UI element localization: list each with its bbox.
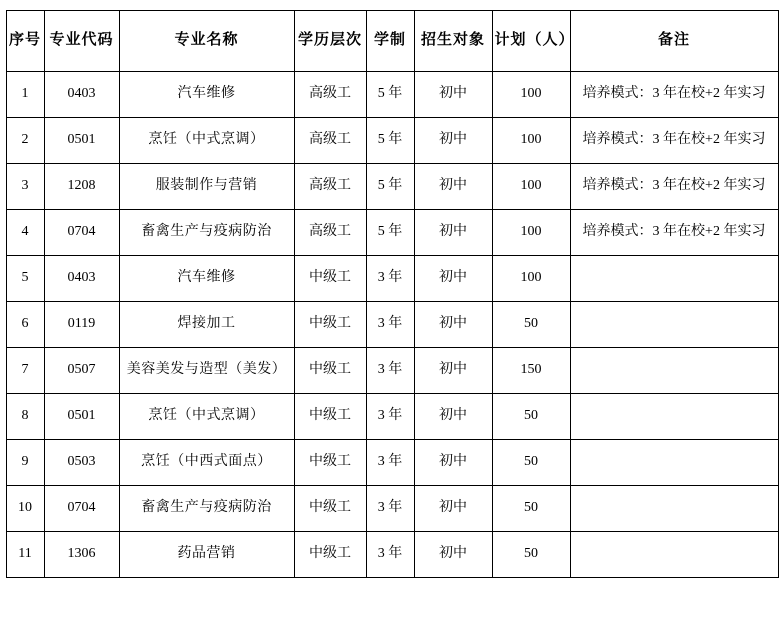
cell-school-system: 3 年 — [366, 486, 414, 532]
cell-education-level: 中级工 — [294, 486, 366, 532]
cell-no: 8 — [6, 394, 44, 440]
cell-plan-count: 100 — [492, 72, 570, 118]
cell-enrollment-target: 初中 — [414, 118, 492, 164]
cell-remark — [570, 302, 778, 348]
table-row — [6, 302, 778, 348]
cell-plan-count: 50 — [492, 532, 570, 578]
cell-enrollment-target: 初中 — [414, 394, 492, 440]
table-row — [6, 164, 778, 210]
enrollment-plan-table — [6, 10, 779, 578]
cell-major-code: 0503 — [44, 440, 119, 486]
cell-major-code: 0119 — [44, 302, 119, 348]
cell-remark — [570, 348, 778, 394]
cell-no: 10 — [6, 486, 44, 532]
cell-no: 4 — [6, 210, 44, 256]
cell-remark — [570, 532, 778, 578]
cell-major-name: 服装制作与营销 — [119, 164, 294, 210]
cell-plan-count: 100 — [492, 118, 570, 164]
cell-major-name: 畜禽生产与疫病防治 — [119, 486, 294, 532]
cell-enrollment-target: 初中 — [414, 164, 492, 210]
cell-major-name: 烹饪（中式烹调） — [119, 118, 294, 164]
cell-major-code: 0403 — [44, 256, 119, 302]
cell-no: 5 — [6, 256, 44, 302]
cell-major-code: 0704 — [44, 210, 119, 256]
cell-plan-count: 150 — [492, 348, 570, 394]
cell-no: 1 — [6, 72, 44, 118]
cell-major-name: 烹饪（中式烹调） — [119, 394, 294, 440]
cell-school-system: 3 年 — [366, 532, 414, 578]
cell-enrollment-target: 初中 — [414, 348, 492, 394]
table-row — [6, 532, 778, 578]
cell-education-level: 高级工 — [294, 72, 366, 118]
cell-major-code: 1208 — [44, 164, 119, 210]
table-row — [6, 348, 778, 394]
cell-no: 9 — [6, 440, 44, 486]
cell-education-level: 中级工 — [294, 256, 366, 302]
cell-plan-count: 50 — [492, 302, 570, 348]
table-row — [6, 72, 778, 118]
cell-plan-count: 50 — [492, 440, 570, 486]
cell-enrollment-target: 初中 — [414, 302, 492, 348]
cell-major-name: 汽车维修 — [119, 256, 294, 302]
cell-enrollment-target: 初中 — [414, 486, 492, 532]
cell-major-name: 烹饪（中西式面点） — [119, 440, 294, 486]
cell-remark — [570, 256, 778, 302]
cell-major-name: 药品营销 — [119, 532, 294, 578]
cell-no: 11 — [6, 532, 44, 578]
cell-major-name: 焊接加工 — [119, 302, 294, 348]
column-header-major-name: 专业名称 — [119, 11, 294, 72]
table-header — [6, 11, 778, 72]
table-body — [6, 72, 778, 578]
table-row — [6, 440, 778, 486]
cell-education-level: 高级工 — [294, 164, 366, 210]
table-row — [6, 486, 778, 532]
cell-school-system: 5 年 — [366, 72, 414, 118]
cell-enrollment-target: 初中 — [414, 532, 492, 578]
cell-education-level: 中级工 — [294, 394, 366, 440]
table-row — [6, 210, 778, 256]
cell-school-system: 5 年 — [366, 118, 414, 164]
table-row — [6, 118, 778, 164]
cell-major-code: 0507 — [44, 348, 119, 394]
cell-enrollment-target: 初中 — [414, 210, 492, 256]
cell-school-system: 3 年 — [366, 440, 414, 486]
cell-no: 7 — [6, 348, 44, 394]
cell-school-system: 5 年 — [366, 210, 414, 256]
column-header-enrollment-target: 招生对象 — [414, 11, 492, 72]
cell-major-code: 0704 — [44, 486, 119, 532]
cell-major-name: 美容美发与造型（美发） — [119, 348, 294, 394]
cell-school-system: 3 年 — [366, 256, 414, 302]
column-header-no: 序号 — [6, 11, 44, 72]
cell-no: 2 — [6, 118, 44, 164]
cell-education-level: 中级工 — [294, 348, 366, 394]
cell-plan-count: 100 — [492, 256, 570, 302]
cell-major-name: 汽车维修 — [119, 72, 294, 118]
column-header-school-system: 学制 — [366, 11, 414, 72]
cell-education-level: 高级工 — [294, 210, 366, 256]
cell-major-code: 0403 — [44, 72, 119, 118]
cell-plan-count: 100 — [492, 210, 570, 256]
cell-remark — [570, 440, 778, 486]
cell-enrollment-target: 初中 — [414, 440, 492, 486]
cell-remark — [570, 486, 778, 532]
cell-remark: 培养模式：3 年在校+2 年实习 — [570, 72, 778, 118]
cell-remark: 培养模式：3 年在校+2 年实习 — [570, 210, 778, 256]
column-header-plan-count: 计划（人） — [492, 11, 570, 72]
cell-education-level: 中级工 — [294, 302, 366, 348]
cell-no: 3 — [6, 164, 44, 210]
column-header-education-level: 学历层次 — [294, 11, 366, 72]
cell-education-level: 中级工 — [294, 440, 366, 486]
cell-plan-count: 100 — [492, 164, 570, 210]
cell-school-system: 5 年 — [366, 164, 414, 210]
cell-remark: 培养模式：3 年在校+2 年实习 — [570, 164, 778, 210]
cell-plan-count: 50 — [492, 486, 570, 532]
cell-enrollment-target: 初中 — [414, 72, 492, 118]
column-header-remark: 备注 — [570, 11, 778, 72]
cell-school-system: 3 年 — [366, 394, 414, 440]
cell-major-code: 0501 — [44, 118, 119, 164]
cell-major-name: 畜禽生产与疫病防治 — [119, 210, 294, 256]
table-row — [6, 256, 778, 302]
cell-remark: 培养模式：3 年在校+2 年实习 — [570, 118, 778, 164]
cell-school-system: 3 年 — [366, 302, 414, 348]
cell-education-level: 高级工 — [294, 118, 366, 164]
cell-enrollment-target: 初中 — [414, 256, 492, 302]
cell-major-code: 1306 — [44, 532, 119, 578]
cell-education-level: 中级工 — [294, 532, 366, 578]
header-row — [6, 11, 778, 72]
column-header-major-code: 专业代码 — [44, 11, 119, 72]
cell-school-system: 3 年 — [366, 348, 414, 394]
table-row — [6, 394, 778, 440]
cell-no: 6 — [6, 302, 44, 348]
cell-remark — [570, 394, 778, 440]
cell-plan-count: 50 — [492, 394, 570, 440]
cell-major-code: 0501 — [44, 394, 119, 440]
